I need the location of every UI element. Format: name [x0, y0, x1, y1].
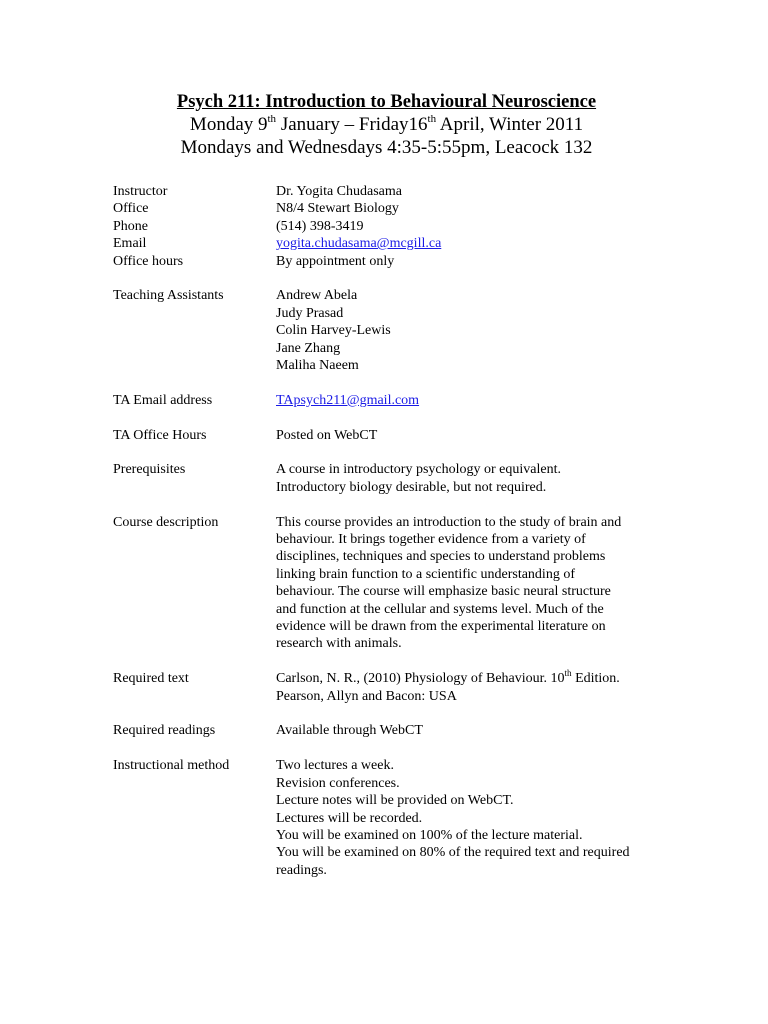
end-date-suffix: th — [427, 113, 437, 125]
citation-title: Carlson, N. R., (2010) Physiology of Behaviour. 10 — [276, 671, 565, 687]
ta-email-row — [113, 392, 673, 409]
office-value: N8/4 Stewart Biology — [276, 201, 399, 217]
ta-name: Jane Zhang — [276, 340, 341, 356]
phone-label: Phone — [113, 218, 148, 234]
office-hours-label: Office hours — [113, 253, 184, 269]
ta-name: Maliha Naeem — [276, 358, 359, 374]
ta-name: Andrew Abela — [276, 288, 358, 304]
phone-row — [113, 218, 673, 235]
office-hours-value: By appointment only — [276, 253, 395, 269]
description-line: and function at the cellular and systems level. Much of the — [276, 601, 604, 617]
instructor-value: Dr. Yogita Chudasama — [276, 184, 402, 199]
description-line: behaviour. The course will emphasize basic neural structure — [276, 584, 611, 600]
class-schedule: Mondays and Wednesdays 4:35-5:55pm, Leacock 132 — [180, 137, 593, 158]
ta-name: Judy Prasad — [276, 305, 344, 321]
prerequisites-line: Introductory biology desirable, but not required. — [276, 479, 547, 495]
required-text-label: Required text — [113, 671, 189, 687]
edition-suffix: th — [564, 668, 572, 679]
email-label: Email — [113, 236, 147, 252]
instructional-method-label: Instructional method — [113, 758, 230, 774]
method-line: Revision conferences. — [276, 775, 400, 791]
required-text-citation — [276, 670, 673, 705]
required-readings-row — [113, 722, 673, 739]
required-readings-value: Available through WebCT — [276, 723, 423, 739]
instructional-method-row — [113, 757, 673, 879]
teaching-assistants-label: Teaching Assistants — [113, 288, 224, 304]
ta-office-hours-value: Posted on WebCT — [276, 427, 378, 443]
description-line: behaviour. It brings together evidence from a variety of — [276, 532, 586, 548]
description-line: disciplines, techniques and species to understand problems — [276, 549, 606, 565]
method-line: You will be examined on 80% of the required text and required — [276, 845, 630, 861]
citation-line — [276, 670, 673, 687]
office-label: Office — [113, 201, 149, 217]
instructor-label: Instructor — [113, 184, 168, 199]
method-line: Lecture notes will be provided on WebCT. — [276, 793, 514, 809]
start-date: Monday 9 — [189, 114, 268, 135]
ta-office-hours-label: TA Office Hours — [113, 427, 207, 443]
course-description-label: Course description — [113, 514, 219, 530]
method-line: Lectures will be recorded. — [276, 810, 423, 826]
ta-email-link[interactable]: TApsych211@gmail.com — [276, 392, 420, 408]
instructional-method-list — [276, 757, 673, 879]
term-name: April, Winter 2011 — [436, 114, 584, 135]
instructor-email-link[interactable]: yogita.chudasama@mcgill.ca — [276, 236, 442, 252]
course-title: Psych 211: Introduction to Behavioural Neuroscience — [176, 92, 597, 112]
term-dates — [0, 113, 768, 136]
office-hours-row — [113, 253, 673, 270]
method-line: Two lectures a week. — [276, 758, 394, 774]
citation-publisher: Pearson, Allyn and Bacon: USA — [276, 688, 457, 704]
required-readings-label: Required readings — [113, 723, 216, 739]
prerequisites-line: A course in introductory psychology or equivalent. — [276, 462, 561, 478]
prerequisites-text — [276, 461, 673, 496]
teaching-assistants-row — [113, 287, 673, 374]
required-text-row — [113, 670, 673, 705]
prerequisites-label: Prerequisites — [113, 462, 186, 478]
ta-office-hours-row — [113, 427, 673, 444]
office-row — [113, 200, 673, 217]
end-date: January – Friday16 — [276, 114, 428, 135]
ta-email-label: TA Email address — [113, 392, 213, 408]
method-line: readings. — [276, 862, 327, 878]
email-row — [113, 235, 673, 252]
description-line: research with animals. — [276, 636, 402, 652]
citation-edition: Edition. — [571, 671, 620, 687]
course-description-text — [276, 514, 673, 653]
course-description-row — [113, 514, 673, 653]
prerequisites-row — [113, 461, 673, 496]
ta-name: Colin Harvey-Lewis — [276, 323, 391, 339]
description-line: linking brain function to a scientific understanding of — [276, 566, 575, 582]
phone-value: (514) 398-3419 — [276, 218, 364, 234]
description-line: This course provides an introduction to the study of brain and — [276, 514, 622, 530]
syllabus-details — [113, 183, 673, 879]
instructor-row — [113, 183, 673, 200]
method-line: You will be examined on 100% of the lecture material. — [276, 827, 583, 843]
description-line: evidence will be drawn from the experimental literature on — [276, 619, 606, 635]
teaching-assistants-list — [276, 287, 673, 374]
syllabus-header — [0, 91, 768, 159]
start-date-suffix: th — [267, 113, 277, 125]
